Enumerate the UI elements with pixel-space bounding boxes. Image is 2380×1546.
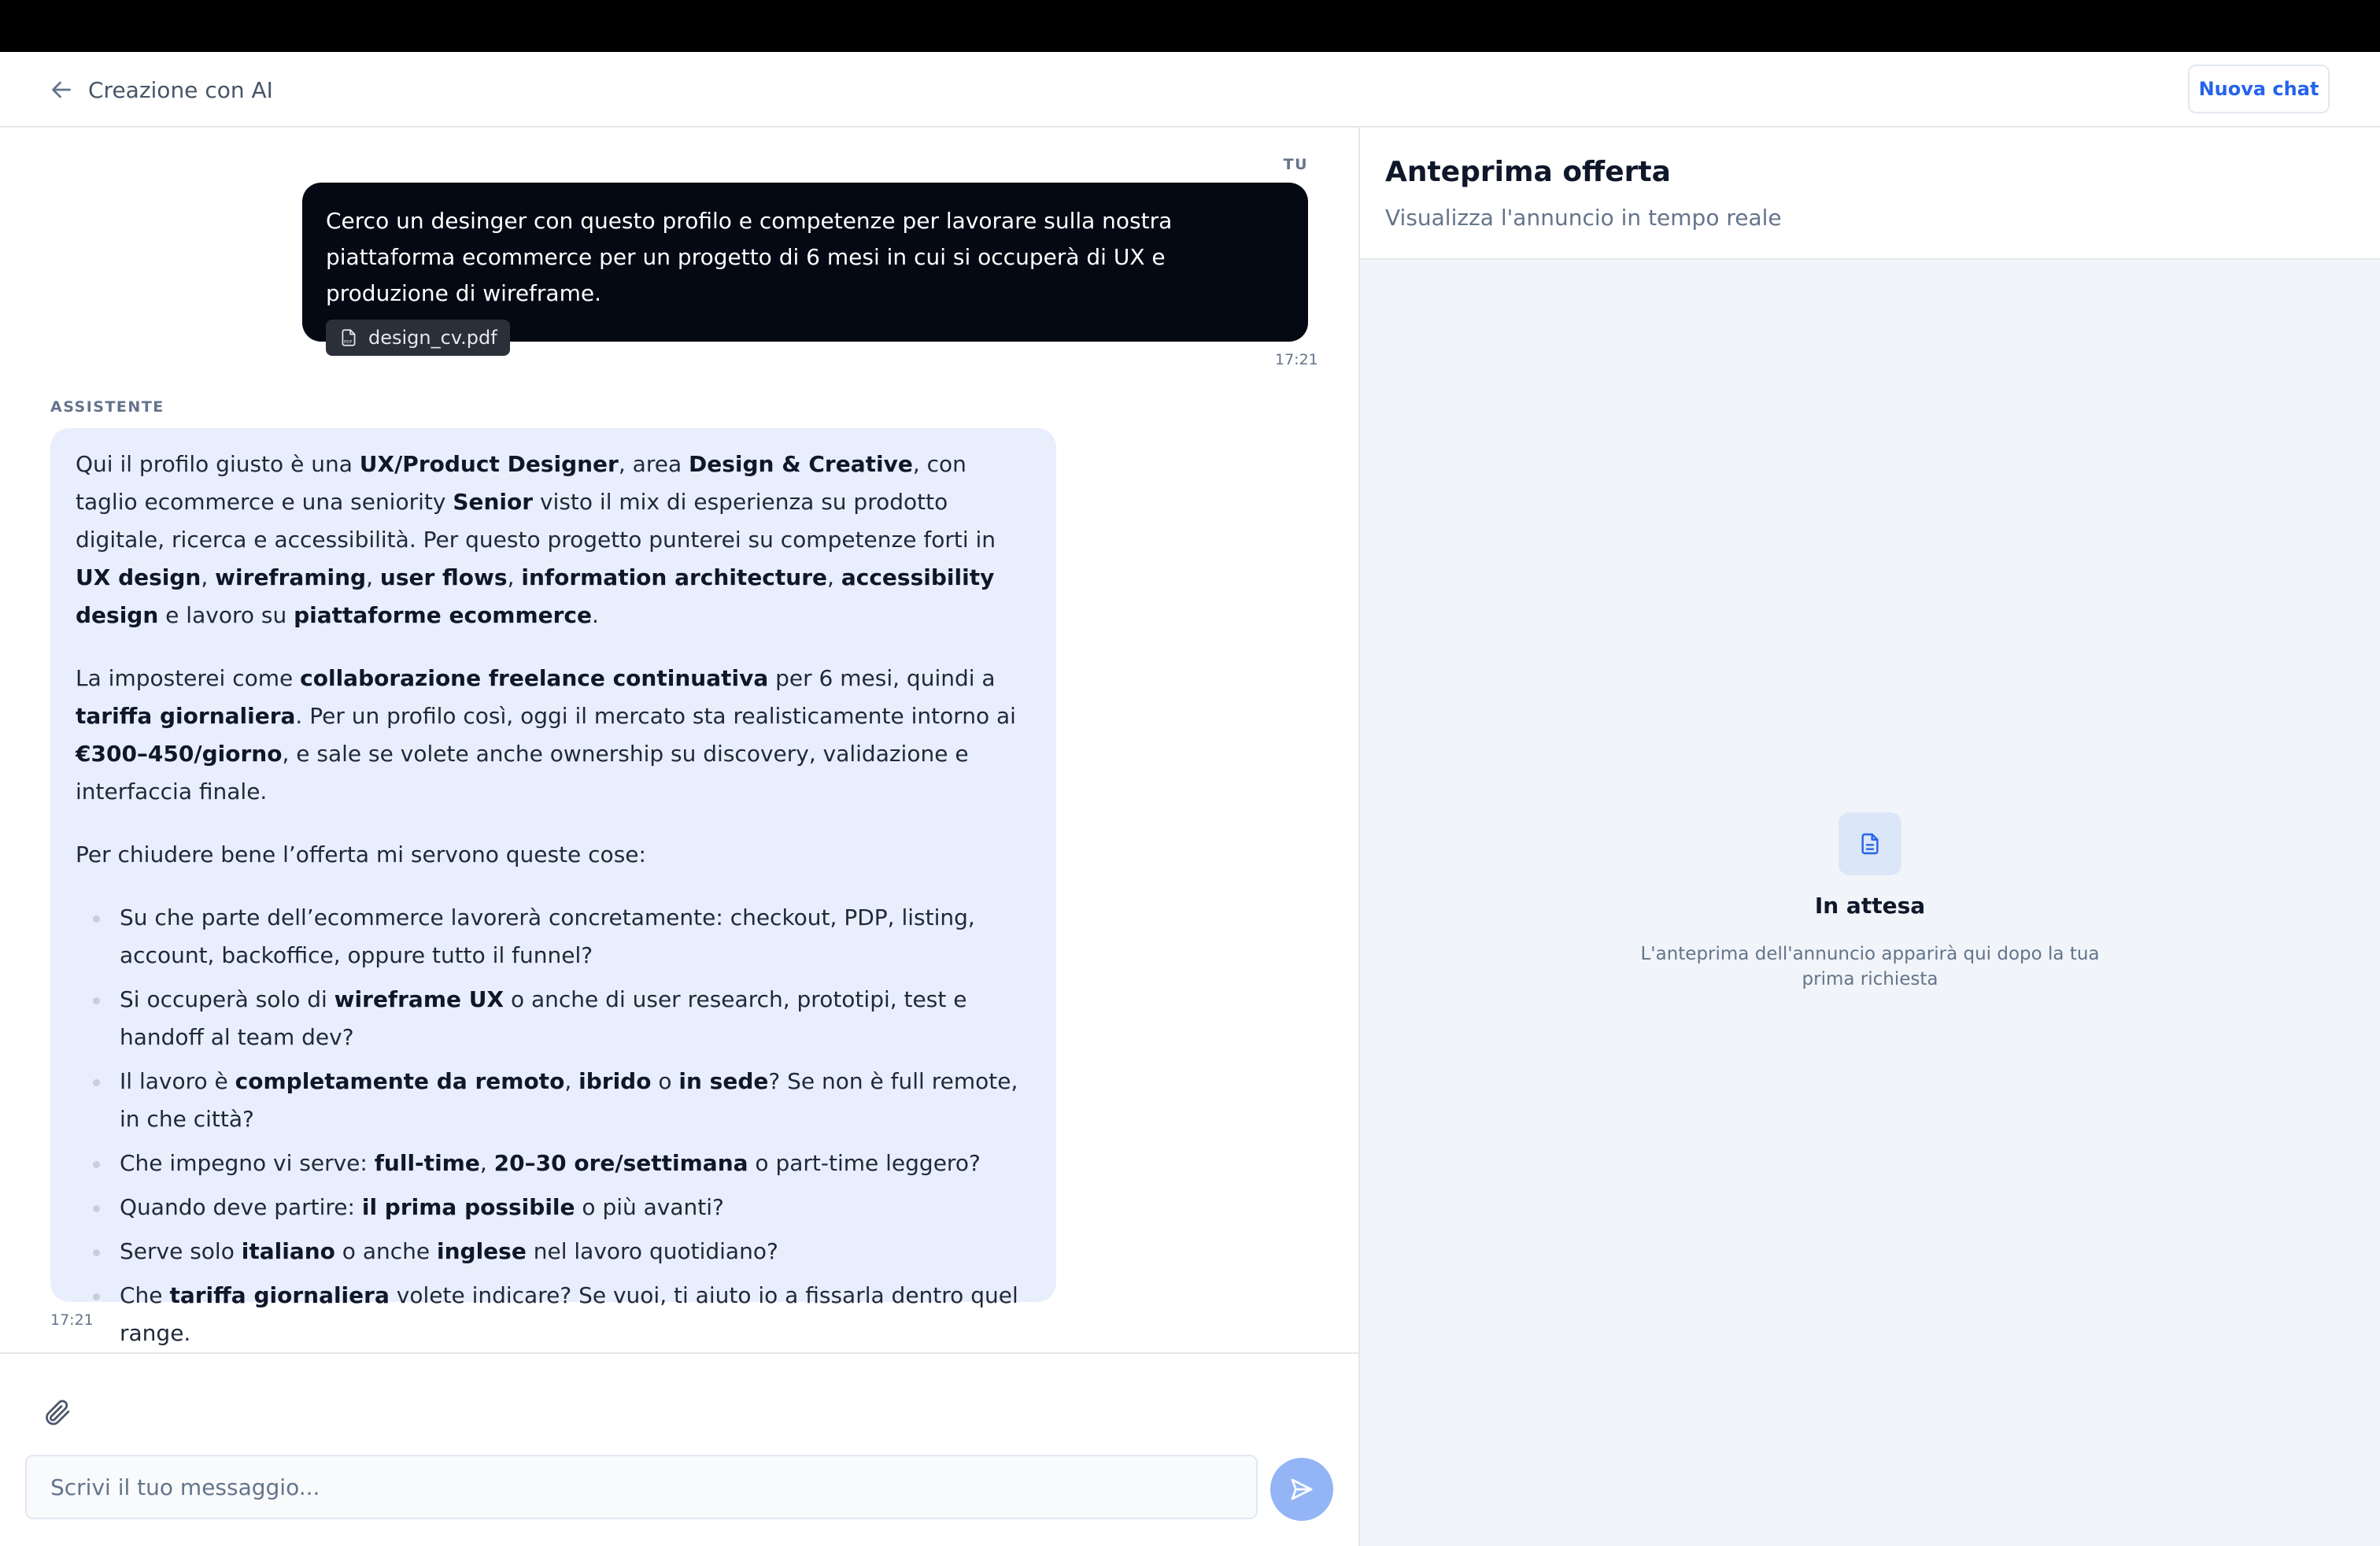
pdf-file-icon — [338, 327, 359, 348]
document-icon — [1857, 831, 1883, 856]
text-run: e lavoro su — [158, 602, 294, 628]
text-run: nel lavoro quotidiano? — [526, 1238, 778, 1264]
attachment-name: design_cv.pdf — [368, 327, 497, 349]
text-run: volete indicare? Se vuoi, ti aiuto io a fissarla dentro quel range. — [120, 1282, 1018, 1346]
bold-text: completamente da remoto — [235, 1068, 565, 1094]
bold-text: 20–30 ore/settimana — [493, 1150, 748, 1176]
bold-text: italiano — [241, 1238, 335, 1264]
bold-text: ibrido — [578, 1068, 652, 1094]
text-run: . Per un profilo così, oggi il mercato sta realisticamente intorno ai — [295, 703, 1016, 729]
text-run: o part-time leggero? — [748, 1150, 981, 1176]
list-item — [76, 1189, 1031, 1226]
paperclip-icon — [41, 1396, 72, 1428]
bold-text: inglese — [437, 1238, 527, 1264]
bold-text: full-time — [374, 1150, 480, 1176]
bold-text: piattaforme ecommerce — [294, 602, 593, 628]
text-run: Che — [120, 1282, 170, 1308]
text-run: Su che parte dell’ecommerce lavorerà concretamente: checkout, PDP, listing, account, backoffice, oppure tutto il funnel? — [120, 904, 975, 968]
text-run: Si occuperà solo di — [120, 986, 334, 1012]
bold-text: in sede — [678, 1068, 769, 1094]
bold-text: Design & Creative — [689, 451, 913, 477]
attach-button[interactable] — [41, 1396, 72, 1428]
text-run: , — [366, 564, 380, 590]
user-role-label: TU — [1283, 156, 1308, 173]
text-run: La imposterei come — [76, 665, 301, 691]
list-item — [76, 1145, 1031, 1182]
text-run: visto il mix di esperienza su prodotto digitale, ricerca e accessibilità. Per questo progetto punterei su competenze forti in — [76, 489, 996, 553]
preview-header — [1360, 128, 2380, 260]
bold-text: tariffa giornaliera — [76, 703, 296, 729]
new-chat-button[interactable]: Nuova chat — [2188, 65, 2330, 113]
chat-panel — [0, 128, 1358, 1546]
list-item — [76, 1277, 1031, 1352]
text-run: , — [201, 564, 216, 590]
bold-text: user flows — [379, 564, 508, 590]
list-item — [76, 981, 1031, 1056]
user-message-text: Cerco un desinger con questo profilo e competenze per lavorare sulla nostra piattaforma ecommerce per un progetto di 6 mesi in cui si occuperà di UX e produzione di wireframe. — [326, 208, 1173, 306]
preview-panel — [1360, 128, 2380, 1546]
text-run: o più avanti? — [575, 1194, 724, 1220]
text-run: Serve solo — [120, 1238, 242, 1264]
bold-text: Senior — [453, 489, 534, 515]
text-run: ? Se non è full remote, in che città? — [120, 1068, 1018, 1132]
bold-text: tariffa giornaliera — [169, 1282, 390, 1308]
list-item — [76, 899, 1031, 975]
page-title: Creazione con AI — [88, 76, 273, 103]
bold-text: accessibility design — [76, 564, 995, 628]
text-run: Quando deve partire: — [120, 1194, 362, 1220]
assistant-role-label: ASSISTENTE — [50, 398, 164, 416]
bold-text: €300–450/giorno — [76, 741, 283, 767]
message-input[interactable] — [25, 1455, 1258, 1519]
list-item — [76, 1233, 1031, 1270]
attachment-chip[interactable] — [326, 320, 510, 356]
text-run: o anche — [334, 1238, 437, 1264]
composer-divider — [0, 1352, 1358, 1354]
text-run: , — [479, 1150, 494, 1176]
bold-text: UX/Product Designer — [359, 451, 619, 477]
empty-state-icon-wrap — [1839, 812, 1901, 875]
bold-text: collaborazione freelance continuativa — [300, 665, 769, 691]
window-top-bar — [0, 0, 2380, 52]
text-run: , con taglio ecommerce e una seniority — [76, 451, 966, 515]
empty-state-title: In attesa — [1814, 893, 1926, 919]
text-run: Per chiudere bene l’offerta mi servono queste cose: — [76, 841, 646, 867]
bold-text: wireframe UX — [334, 986, 504, 1012]
assistant-paragraph-3 — [76, 836, 1031, 874]
text-run: , — [827, 564, 841, 590]
list-item — [76, 1063, 1031, 1138]
text-run: Che impegno vi serve: — [120, 1150, 375, 1176]
text-run: . — [592, 602, 599, 628]
preview-title: Anteprima offerta — [1385, 156, 1671, 188]
text-run: o — [651, 1068, 679, 1094]
text-run: o anche di user research, prototipi, test e handoff al team dev? — [120, 986, 967, 1050]
bold-text: wireframing — [215, 564, 367, 590]
bold-text: il prima possibile — [361, 1194, 575, 1220]
preview-subtitle: Visualizza l'annuncio in tempo reale — [1385, 205, 1782, 231]
assistant-question-list — [76, 899, 1031, 1352]
back-button[interactable] — [47, 74, 273, 105]
app-header — [0, 52, 2380, 128]
send-button[interactable] — [1270, 1458, 1333, 1521]
text-run: Qui il profilo giusto è una — [76, 451, 360, 477]
svg-text:PDF: PDF — [344, 340, 353, 346]
user-message-time: 17:21 — [1275, 351, 1318, 368]
assistant-paragraph-1 — [76, 446, 1031, 634]
text-run: , — [507, 564, 522, 590]
text-run: , area — [618, 451, 689, 477]
bold-text: UX design — [76, 564, 201, 590]
text-run: Il lavoro è — [120, 1068, 235, 1094]
assistant-paragraph-2 — [76, 660, 1031, 811]
arrow-left-icon — [47, 76, 76, 104]
user-message-bubble — [302, 183, 1308, 349]
bold-text: information architecture — [521, 564, 828, 590]
text-run: , — [564, 1068, 579, 1094]
empty-state-description: L'anteprima dell'annuncio apparirà qui dopo la tua prima richiesta — [1640, 944, 2100, 989]
assistant-message-time: 17:21 — [50, 1311, 94, 1329]
text-run: , e sale se volete anche ownership su discovery, validazione e interfaccia finale. — [76, 741, 969, 804]
send-icon — [1288, 1475, 1316, 1503]
text-run: per 6 mesi, quindi a — [768, 665, 996, 691]
